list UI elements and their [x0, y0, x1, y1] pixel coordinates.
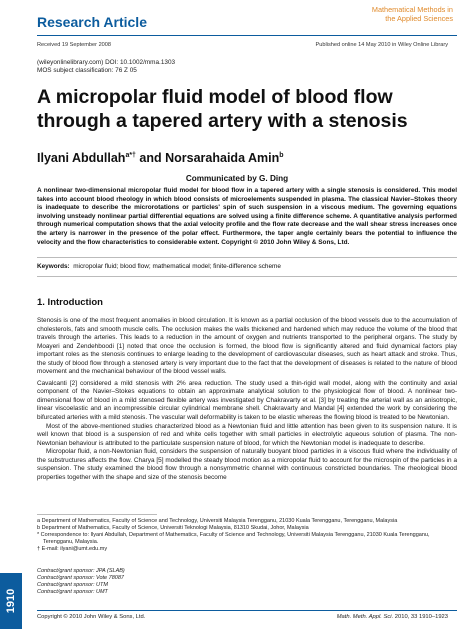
- author-2: and Norsarahaida Amin: [135, 151, 280, 165]
- paragraph: Most of the above-mentioned studies characterized blood as a Newtonian fluid and little attention has been given to its suspension nature. It is well known that blood is a suspension of red and white cells together with small particles in electrolytic aqueous solution of plasma. The non-Newtonian behaviour is attributed to the particulate suspension nature of blood, for which the Newtonian model is inadequate to describe.: [37, 422, 457, 447]
- footnote-affil-a: a Department of Mathematics, Faculty of Science and Technology, Universiti Malaysia Terengganu, 21030 Kuala Terengganu, Terengganu, Malaysia: [37, 518, 398, 524]
- citation-details: 2010, 33 1910–1923: [393, 614, 448, 620]
- author-1-affil: a*†: [125, 151, 136, 159]
- intro-body: [37, 317, 457, 482]
- footnote-correspondence: * Correspondence to: Ilyani Abdullah, Department of Mathematics, Faculty of Science and Technology, Universiti Malaysia Terengganu, 21030 Kuala Terengganu,: [37, 532, 430, 538]
- grant-sponsor: Contract/grant sponsor: UMT: [37, 589, 108, 595]
- keywords-rule-bottom: [37, 276, 457, 277]
- journal-name: Mathematical Methods in the Applied Sciences: [371, 5, 453, 23]
- communicated-by: Communicated by G. Ding: [185, 174, 289, 183]
- abstract: A nonlinear two-dimensional micropolar fluid model for blood flow in a tapered artery with a single stenosis is considered. This model takes into account blood rheology in which blood consists of microelements suspended in plasma. The classical Navier–Stokes theory is inadequate to describe the microrotations or particles' spin of such suspension in a viscous medium. The governing equations involving unsteady nonlinear partial differential equations are solved using a finite difference scheme. A quantitative analysis performed through numerical computation shows that the axial velocity profile and the flow rate decrease and the wall shear stress increases once the artery is narrower in the presence of the polar effect. Furthermore, the taper angle certainly bears the potential to influence the velocity and the flow characteristics to considerable extent. Copyright © 2010 John Wiley & Sons, Ltd.: [37, 187, 457, 246]
- page-number: 1910: [5, 588, 17, 614]
- msc-line: MOS subject classification: 76 Z 05: [37, 67, 137, 74]
- paragraph: Micropolar fluid, a non-Newtonian fluid, considers the suspension of naturally buoyant blood particles in a viscous fluid where the individuality of the substructures affects the flow. Charya [5] modelled the steady blood motion as a micropolar fluid to account for the microspin of the particles in a suspension. The study examined the blood flow through a nonsymmetric channel with continuous constricted boundaries. The rheological blood properties together with the shape and size of the stenosis become: [37, 448, 457, 481]
- author-1: Ilyani Abdullah: [37, 151, 126, 165]
- grant-sponsor: Contract/grant sponsor: JPA (SLAB): [37, 568, 125, 574]
- section-heading: 1. Introduction: [37, 297, 103, 308]
- footer-rule: [37, 610, 457, 611]
- doi-line[interactable]: (wileyonlinelibrary.com) DOI: 10.1002/mma.1303: [37, 59, 176, 66]
- footnote-correspondence-cont: Terengganu, Malaysia.: [43, 539, 99, 545]
- section-label: Research Article: [37, 14, 147, 30]
- footnote-email[interactable]: † E-mail: ilyani@umt.edu.my: [37, 546, 108, 552]
- author-line: [37, 151, 284, 165]
- footnote-affil-b: b Department of Mathematics, Faculty of Science, Universiti Teknologi Malaysia, 81310 Skudai, Johor, Malaysia: [37, 525, 309, 531]
- keywords-rule-top: [37, 257, 457, 258]
- citation-journal: Math. Meth. Appl. Sci.: [336, 614, 394, 620]
- grant-sponsor: Contract/grant sponsor: UTM: [37, 582, 108, 588]
- doi-block: [37, 59, 175, 75]
- article-title: A micropolar fluid model of blood flow through a tapered artery with a stenosis: [37, 86, 408, 132]
- received-date: Received 19 September 2008: [37, 42, 112, 48]
- header-rule: [37, 35, 457, 36]
- keywords-list: micropolar fluid; blood flow; mathematical model; finite-difference scheme: [73, 263, 281, 270]
- footnote-rule: [37, 514, 157, 515]
- paragraph: Stenosis is one of the most frequent anomalies in blood circulation. It is known as a partial occlusion of the blood vessels due to the accumulation of cholesterols, fats and smooth muscle cells. The occlusion makes the walls thickened and hardened which may reduce the volume of the blood that travels through the arteries. This leads to a reduction in the amount of oxygen and nutrients transported to the peripheral organs. The study by Moayeri and Zendehboodi [1] noted that once the occlusion is formed, the blood flow is significantly altered and fluid dynamical factors play important roles as the stenosis continues to enlarge leading to the development of cardiovascular diseases, such as heart attack and stroke. Thus, the study of blood flow through a stenosed artery is very important due to the fact that the development of diseases is related to the nature of blood movement and the mechanical behaviour of the blood vessel walls.: [37, 317, 457, 376]
- grant-sponsor: Contract/grant sponsor: Vote 78087: [37, 575, 124, 581]
- published-date: Published online 14 May 2010 in Wiley Online Library: [315, 42, 448, 48]
- citation: [337, 614, 448, 620]
- keywords-label: Keywords:: [37, 263, 70, 270]
- copyright: Copyright © 2010 John Wiley & Sons, Ltd.: [37, 614, 146, 620]
- grant-sponsors: [37, 568, 125, 596]
- paragraph: Cavalcanti [2] considered a mild stenosis with 2% area reduction. The study used a thin-rigid wall model, along with the continuity and axial component of the Navier–Stokes equations to obtain an approximate analytical solution to the physiological flow of blood. A nonlinear two-dimensional flow of blood in a mild stenosed flexible artery was investigated by Chakravarty et al. [3] by treating the arterial wall as an anisotropic, linear viscoelastic and an incompressible circular cylindrical membrane shell. Chakravarty and Mandal [4] extended the work by considering the bifurcated arteries with a mild stenosis. The vascular wall deformability is taken to be elastic whereas the flowing blood is treated to be Newtonian.: [37, 379, 457, 422]
- keywords-line: [37, 263, 281, 270]
- author-2-affil: b: [279, 151, 284, 159]
- footnotes: [37, 518, 457, 553]
